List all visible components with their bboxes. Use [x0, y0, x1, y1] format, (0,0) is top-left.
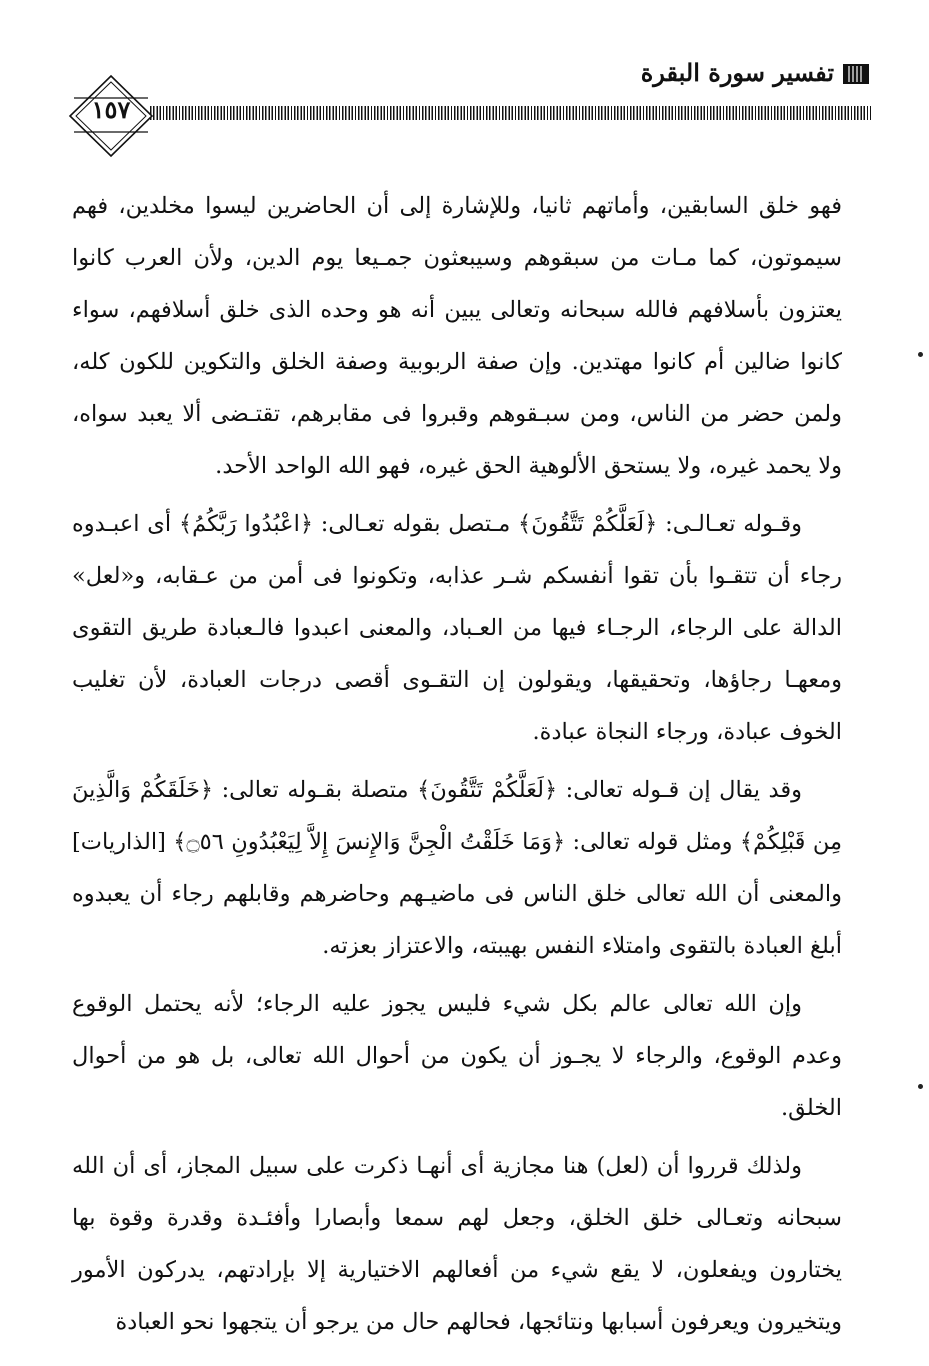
paragraph-1: فهو خلق السابقين، وأماتهم ثانيا، وللإشارة إلى أن الحاضرين ليسوا مخلدين، فهم سيموتون، كما مـات من سبقوهم وسيبعثون جمـيعا يوم الدين، ولأن العرب كانوا يعتزون بأسلافهم فالله سبحانه وتعالى يبين أنه هو وحده الذى خلق أسلافهم، سواء كانوا ضالين أم كانوا مهتدين. وإن صفة الربوبية وصفة الخلق والتكوين للكون كله، ولمن حضر من الناس، ومن سبـقوهم وقبروا فى مقابرهم، تقتـضى ألا يعبد سواه، ولا يحمد غيره، ولا يستحق الألوهية الحق غيره، فهو الله الواحد الأحد. [72, 193, 842, 479]
paragraph-4: وإن الله تعالى عالم بكل شيء فليس يجوز عليه الرجاء؛ لأنه يحتمل الوقوع وعدم الوقوع، والرجاء لا يجـوز أن يكون من أحوال الله تعالى، بل هو من أحوال الخلق. [72, 991, 842, 1121]
margin-mark [918, 352, 923, 357]
margin-mark [918, 1084, 923, 1089]
paragraph-3: وقد يقال إن قـوله تعالى: ﴿لَعَلَّكُمْ تَتَّقُونَ﴾ متصلة بقـوله تعالى: ﴿خَلَقَكُمْ وَالَّذِينَ مِن قَبْلِكُمْ﴾ ومثل قوله تعالى: ﴿وَمَا خَلَقْتُ الْجِنَّ وَالإِنسَ إِلاَّ لِيَعْبُدُونِ ۝٥٦﴾ [الذاريات] والمعنى أن الله تعالى خلق الناس فى ماضيـهم وحاضرهم وقابلهم رجاء أن يعبدوه أبلغ العبادة بالتقوى وامتلاء النفس بهيبته، والاعتزاز بعزته. [72, 777, 843, 959]
page-header [0, 0, 929, 160]
paragraph-2: وقـوله تعـالـى: ﴿لَعَلَّكُمْ تَتَّقُونَ﴾ مـتصل بقوله تعـالى: ﴿اعْبُدُوا رَبَّكُمُ﴾ أى اعبـدوه رجاء أن تتقـوا بأن تقوا أنفسكم شـر عذابه، وتكونوا فى أمن من عـقابه، و«لعل» الدالة على الرجاء، الرجـاء فيها من العـباد، والمعنى اعبدوا فالـعبادة طريق التقوى ومعهـا رجاؤها، وتحقيقها، ويقولون إن التقـوى أقصى درجات العبادة، لأن تغليب الخوف عبادة، ورجاء النجاة عبادة. [72, 511, 842, 745]
paragraph-5: ولذلك قرروا أن (لعل) هنا مجازية أى أنهـا ذكرت على سبيل المجاز، أى أن الله سبحانه وتعـالى خلق الخلق، وجعل لهم سمعا وأبصارا وأفئـدة وقدرة وقوة بها يختارون ويفعلون، لا يقع شيء من أفعالهم الاختيارية إلا بإرادتهم، يدركون الأمور ويتخيرون ويعرفون أسبابها ونتائجها، فحالهم حال من يرجو أن يتجهوا نحو العبادة [72, 1153, 842, 1335]
ornament-icon [843, 64, 869, 84]
page-body [72, 180, 842, 1348]
page-number: ١٥٧ [91, 95, 131, 124]
header-rule [150, 106, 871, 120]
book-title: تفسير سورة البقرة [640, 58, 834, 87]
